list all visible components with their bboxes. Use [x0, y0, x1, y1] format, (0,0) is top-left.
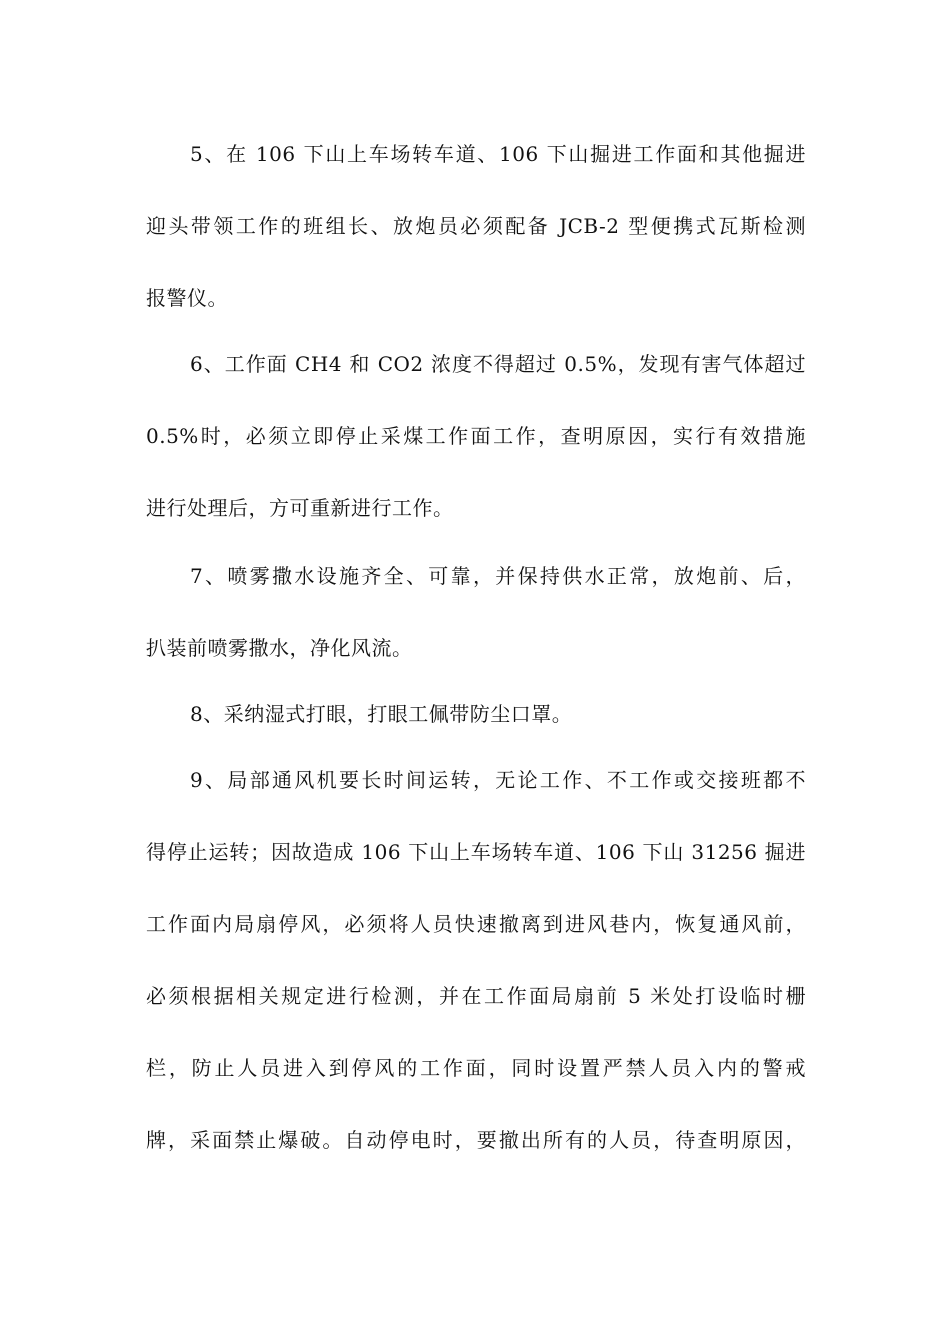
paragraph-7-line-2: 扒装前喷雾撒水，净化风流。 — [146, 636, 413, 660]
paragraph-5-line-3: 报警仪。 — [146, 286, 228, 310]
paragraph-9-line-1: 9、局部通风机要长时间运转，无论工作、不工作或交接班都不 — [190, 768, 806, 792]
paragraph-5-line-2: 迎头带领工作的班组长、放炮员必须配备 JCB-2 型便携式瓦斯检测 — [146, 214, 806, 238]
paragraph-6-line-3: 进行处理后，方可重新进行工作。 — [146, 496, 454, 520]
paragraph-9-line-6: 牌，采面禁止爆破。自动停电时，要撤出所有的人员，待查明原因， — [146, 1128, 806, 1152]
paragraph-9-line-2: 得停止运转；因故造成 106 下山上车场转车道、106 下山 31256 掘进 — [146, 840, 806, 864]
paragraph-9-line-4: 必须根据相关规定进行检测，并在工作面局扇前 5 米处打设临时栅 — [146, 984, 806, 1008]
paragraph-7-line-1: 7、喷雾撒水设施齐全、可靠，并保持供水正常，放炮前、后， — [190, 564, 806, 588]
paragraph-6-line-2: 0.5%时，必须立即停止采煤工作面工作，查明原因，实行有效措施 — [146, 424, 806, 448]
paragraph-5-line-1: 5、在 106 下山上车场转车道、106 下山掘进工作面和其他掘进 — [190, 142, 806, 166]
paragraph-9-line-3: 工作面内局扇停风，必须将人员快速撤离到进风巷内，恢复通风前， — [146, 912, 806, 936]
paragraph-8-line-1: 8、采纳湿式打眼，打眼工佩带防尘口罩。 — [190, 702, 573, 726]
paragraph-6-line-1: 6、工作面 CH4 和 CO2 浓度不得超过 0.5%，发现有害气体超过 — [190, 352, 806, 376]
paragraph-9-line-5: 栏，防止人员进入到停风的工作面，同时设置严禁人员入内的警戒 — [146, 1056, 806, 1080]
